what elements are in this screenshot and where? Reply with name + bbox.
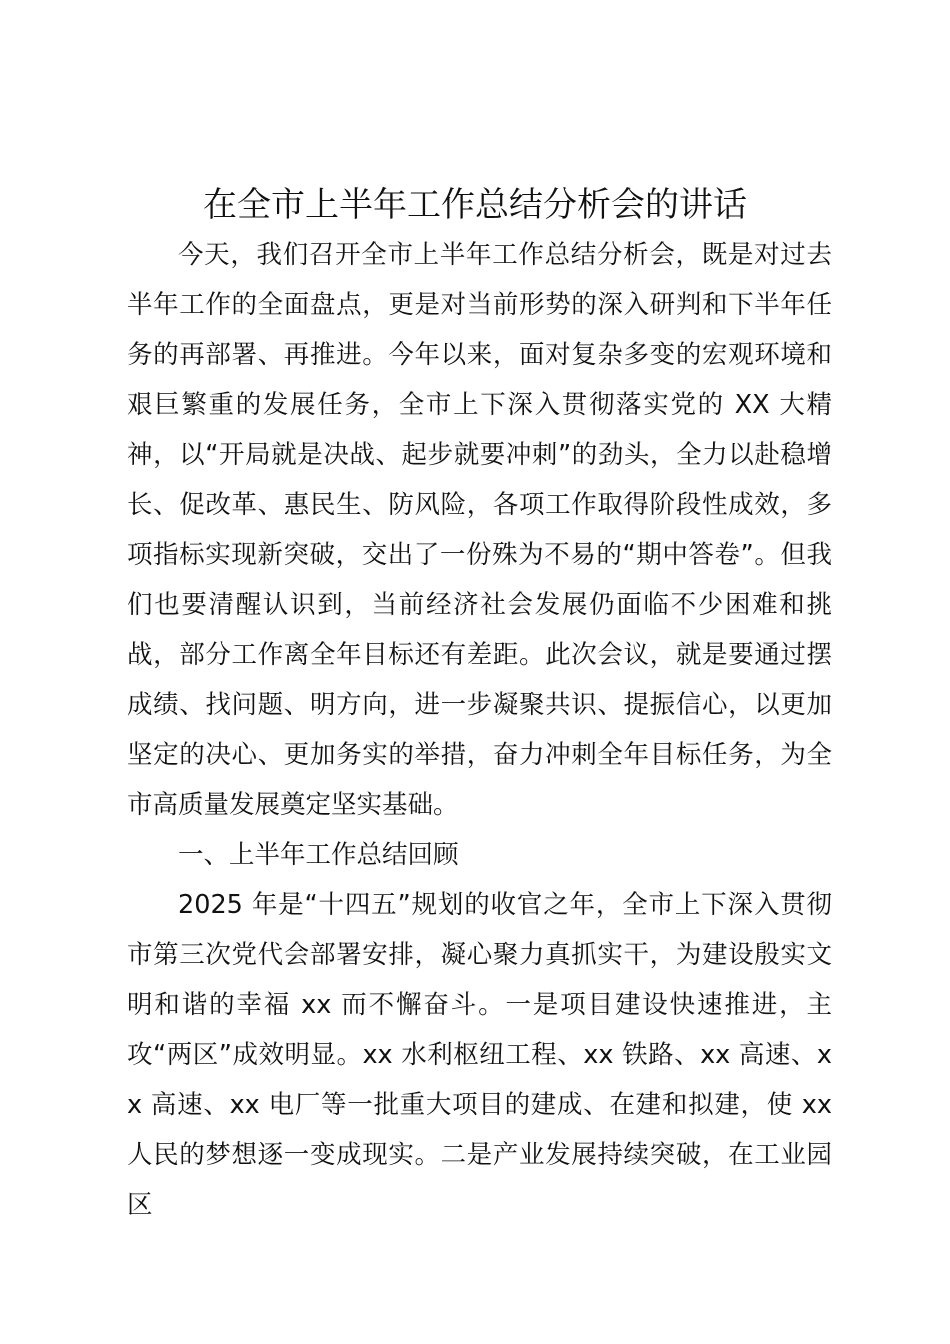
section-heading: 一、上半年工作总结回顾 [178,840,459,870]
intro-paragraph: 今天，我们召开全市上半年工作总结分析会，既是对过去半年工作的全面盘点，更是对当前形势的深入研判和下半年任务的再部署、再推进。今年以来，面对复杂多变的宏观环境和艰巨繁重的发展任务，全市上下深入贯彻落实党的 XX 大精神，以“开局就是决战、起步就要冲刺”的劲头，全力以赴稳增长、促改革、惠民生、防风险，各项工作取得阶段性成效，多项指标实现新突破，交出了一份殊为不易的“期中答卷”。但我们也要清醒认识到，当前经济社会发展仍面临不少困难和挑战，部分工作离全年目标还有差距。此次会议，就是要通过摆成绩、找问题、明方向，进一步凝聚共识、提振信心，以更加坚定的决心、更加务实的举措，奋力冲刺全年目标任务，为全市高质量发展奠定坚实基础。 [127,240,832,820]
document-title: 在全市上半年工作总结分析会的讲话 [203,185,747,225]
review-paragraph: 2025 年是“十四五”规划的收官之年，全市上下深入贯彻市第三次党代会部署安排，凝心聚力真抓实干，为建设殷实文明和谐的幸福 xx 而不懈奋斗。一是项目建设快速推进，主攻“两区”成效明显。xx 水利枢纽工程、xx 铁路、xx 高速、xx 高速、xx 电厂等一批重大项目的建成、在建和拟建，使 xx 人民的梦想逐一变成现实。二是产业发展持续突破，在工业园区 [127,890,832,1220]
